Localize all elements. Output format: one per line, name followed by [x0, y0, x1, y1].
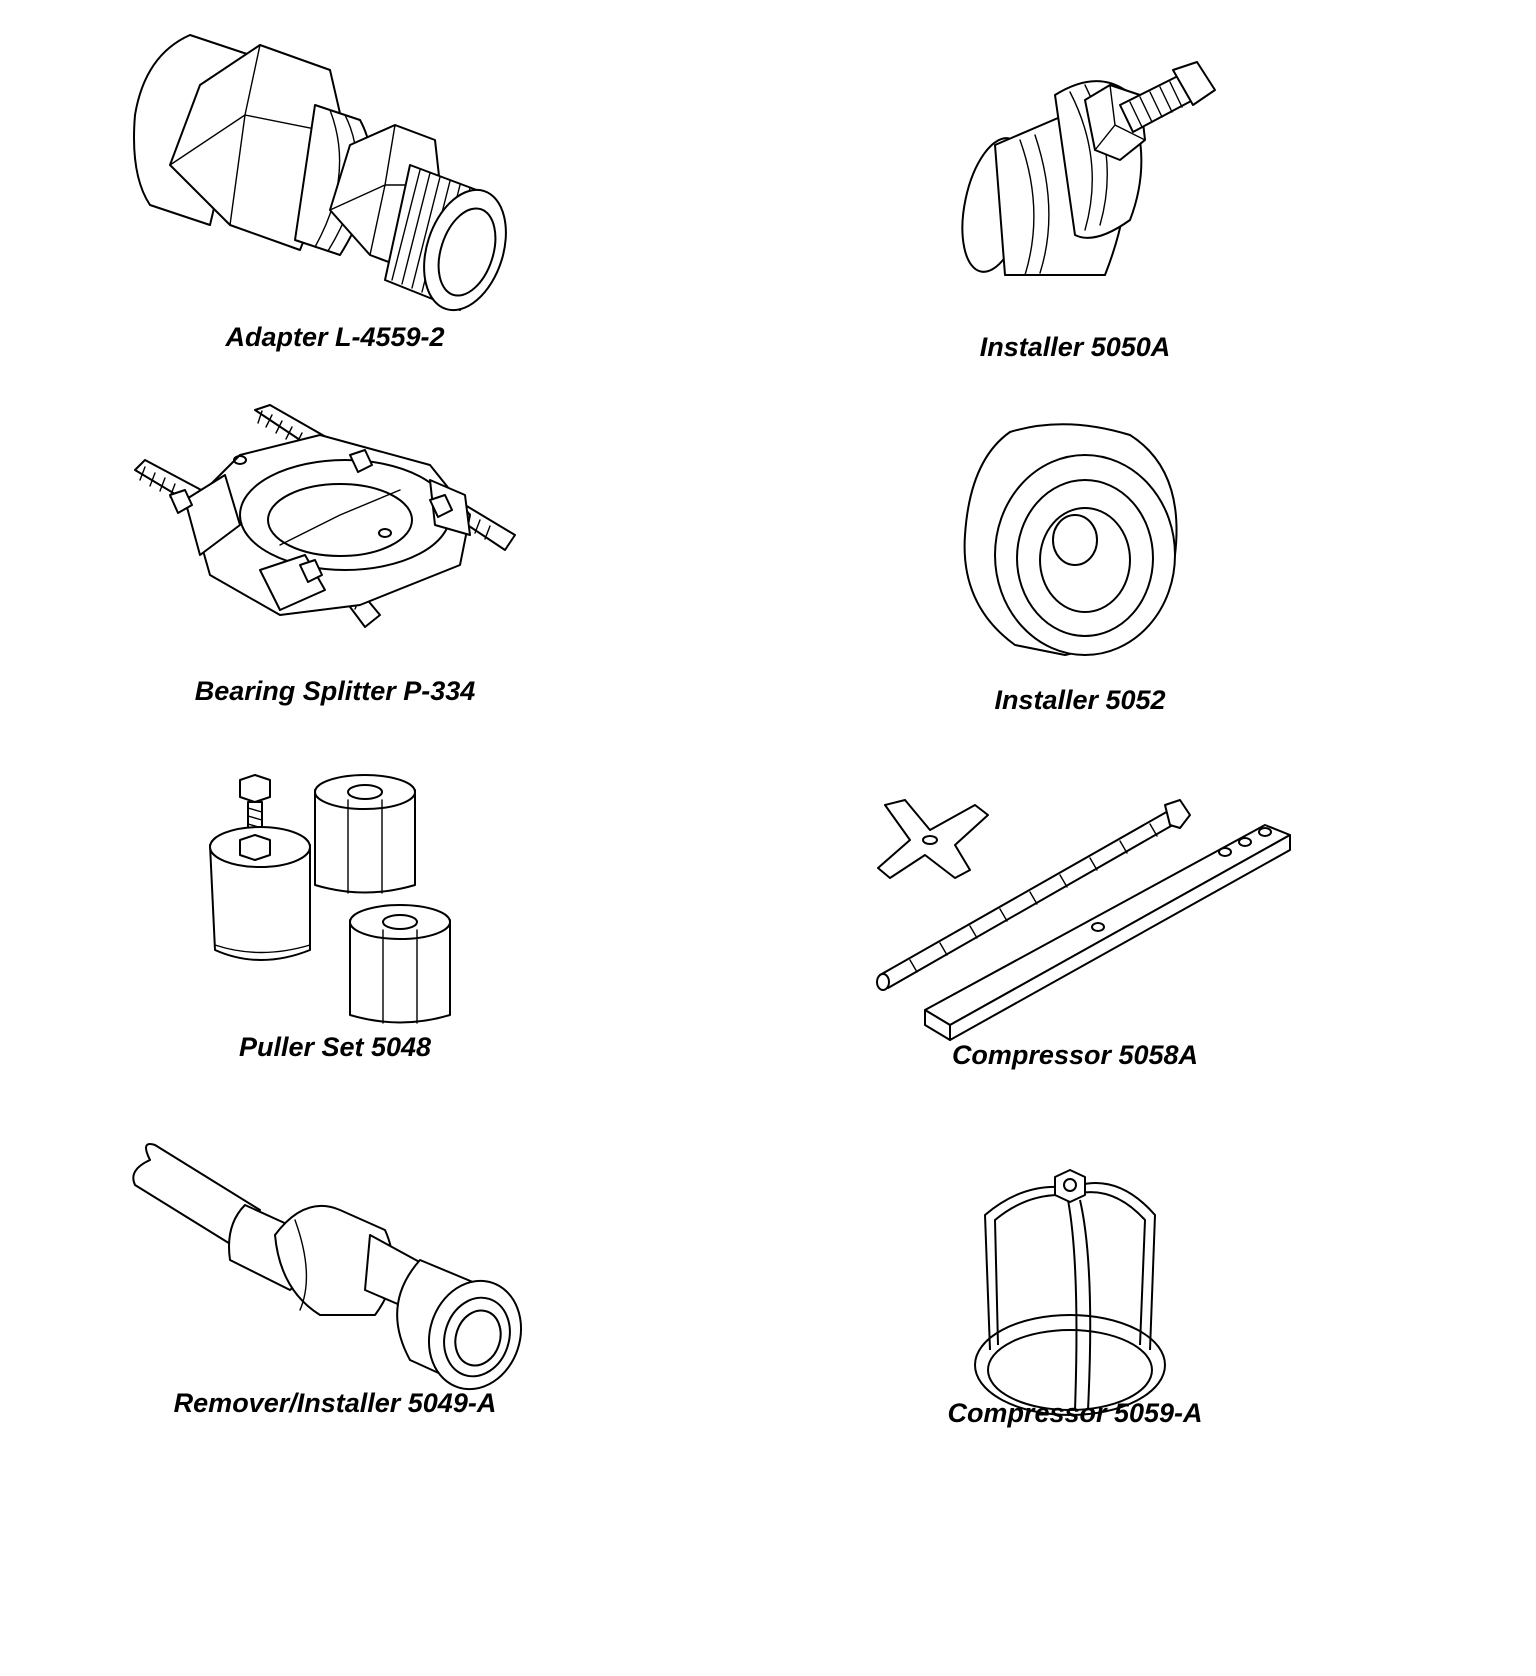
tool-label-puller-set: Puller Set 5048	[238, 1032, 432, 1062]
installer-icon	[935, 60, 1255, 305]
installer-cup-icon	[955, 420, 1195, 665]
tool-label-bearing-splitter: Bearing Splitter P-334	[194, 676, 476, 706]
tool-label-installer-5052: Installer 5052	[994, 685, 1166, 715]
bearing-splitter-icon	[130, 405, 550, 680]
tool-label-adapter: Adapter L-4559-2	[225, 322, 445, 352]
compressor-cage-icon	[970, 1165, 1170, 1425]
puller-set-icon	[200, 775, 480, 1060]
tool-label-compressor-5058a: Compressor 5058A	[951, 1040, 1199, 1070]
tool-label-compressor-5059a: Compressor 5059-A	[947, 1398, 1203, 1428]
tool-label-remover-installer: Remover/Installer 5049-A	[173, 1388, 497, 1418]
remover-installer-icon	[130, 1140, 550, 1425]
tool-label-installer-5050a: Installer 5050A	[979, 332, 1171, 362]
compressor-rod-icon	[870, 800, 1290, 1065]
adapter-icon	[130, 25, 550, 330]
